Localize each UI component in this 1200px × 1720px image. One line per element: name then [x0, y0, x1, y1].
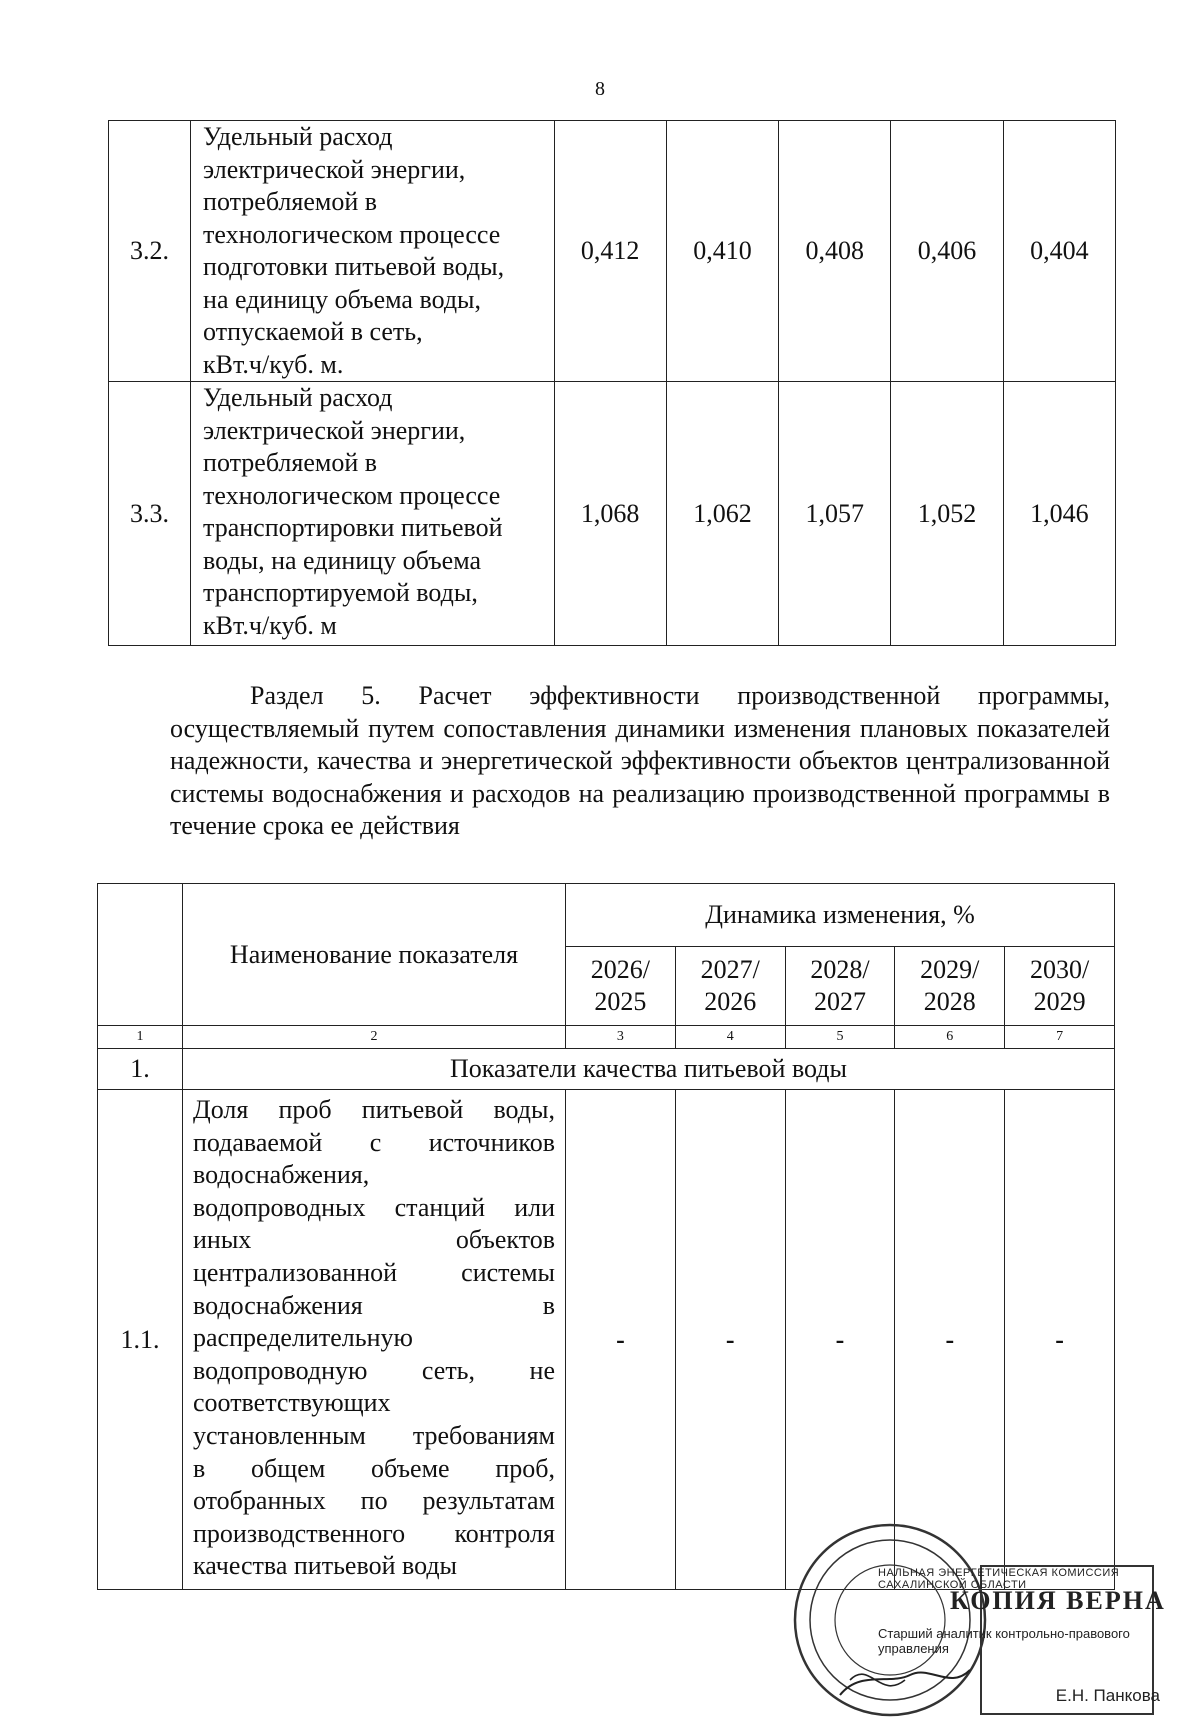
name-line: производственного контроля [193, 1518, 555, 1548]
name-line: технологическом процессе [203, 480, 501, 510]
stamp-copy-text: КОПИЯ ВЕРНА [950, 1586, 1166, 1615]
value-cell: 1,046 [1003, 382, 1115, 646]
year-bottom: 2028 [923, 987, 976, 1016]
section-5-heading: Раздел 5. Расчет эффективности производственной программы, осуществляемый путем сопоставления динамики изменения плановых показателей надежности, качества и энергетической эффективности объектов централизованной системы водоснабжения и расходов на реализацию производственной программы в течение срока ее действия [170, 681, 1110, 840]
value-cell: - [1005, 1090, 1115, 1590]
year-top: 2027/ [700, 955, 760, 984]
name-line: водоснабжения, [193, 1160, 370, 1190]
value-cell: - [566, 1090, 676, 1590]
value-cell: 0,410 [666, 121, 778, 382]
section-row [98, 1049, 1115, 1090]
name-line: качества питьевой воды [193, 1551, 458, 1581]
year-header [785, 947, 895, 1026]
year-header [566, 947, 676, 1026]
value-cell: 0,412 [554, 121, 666, 382]
name-line: отобранных по результатам [193, 1486, 555, 1516]
name-line: Удельный расход [203, 383, 393, 412]
name-line: на единицу объема воды, [203, 284, 482, 314]
column-index: 7 [1005, 1026, 1115, 1049]
name-line: распределительную [193, 1323, 413, 1353]
name-line: электрической энергии, [203, 154, 466, 184]
name-line: транспортировки питьевой [203, 513, 503, 542]
year-top: 2028/ [810, 955, 870, 984]
year-bottom: 2025 [594, 987, 647, 1016]
year-top: 2026/ [590, 955, 651, 984]
name-line: подаваемой с источников [193, 1127, 555, 1157]
name-line: кВт.ч/куб. м [203, 610, 337, 640]
column-index: 3 [566, 1026, 676, 1049]
name-line: потребляемой в [203, 187, 378, 216]
value-cell: - [785, 1090, 895, 1590]
name-line: технологическом процессе [203, 219, 501, 249]
value-cell: 1,057 [779, 382, 891, 646]
row-number: 1.1. [98, 1090, 183, 1590]
name-line: иных объектов [193, 1225, 555, 1255]
year-top: 2029/ [920, 955, 980, 984]
page-number: 8 [595, 78, 605, 100]
column-index: 5 [785, 1026, 895, 1049]
name-line: водоснабжения в [193, 1290, 555, 1320]
name-line: соответствующих [193, 1388, 391, 1418]
stamp-position: Старший аналитик контрольно-правового управления [878, 1626, 1130, 1656]
name-line: отпускаемой в сеть, [203, 317, 423, 346]
value-cell: 1,068 [554, 382, 666, 646]
section-number: 1. [98, 1049, 183, 1090]
value-cell: 1,052 [891, 382, 1003, 646]
name-line: Удельный расход [203, 122, 393, 151]
name-line: подготовки питьевой воды, [203, 252, 505, 281]
value-cell: 1,062 [666, 382, 778, 646]
year-bottom: 2027 [813, 987, 866, 1016]
name-line: установленным требованиям [193, 1420, 555, 1450]
column-index: 1 [98, 1026, 183, 1049]
value-cell: 0,406 [891, 121, 1003, 382]
year-top: 2030/ [1029, 955, 1090, 984]
stamp-person-name: Е.Н. Панкова [1055, 1686, 1160, 1705]
row-number: 3.2. [109, 121, 191, 382]
column-index: 6 [895, 1026, 1005, 1049]
table-row [109, 121, 1116, 382]
indicator-name [191, 121, 554, 382]
indicators-table-continued [108, 120, 1116, 646]
year-header [1005, 947, 1115, 1026]
header-empty-cell [98, 884, 183, 1026]
value-cell: 0,408 [779, 121, 891, 382]
value-cell: 0,404 [1003, 121, 1115, 382]
name-line: в общем объеме проб, [193, 1453, 555, 1483]
name-line: потребляемой в [203, 448, 378, 477]
name-line: электрической энергии, [203, 415, 466, 445]
year-bottom: 2026 [704, 987, 757, 1016]
year-bottom: 2029 [1033, 987, 1086, 1016]
indicator-name [191, 382, 554, 646]
column-index: 2 [183, 1026, 566, 1049]
header-indicator-name: Наименование показателя [183, 884, 566, 1026]
name-line: водопроводную сеть, не [193, 1355, 555, 1385]
name-line: Доля проб питьевой воды, [193, 1095, 555, 1124]
name-line: кВт.ч/куб. м. [203, 349, 344, 379]
name-line: водопроводных станций или [193, 1192, 555, 1222]
column-index: 4 [675, 1026, 785, 1049]
stamp-organization: НАЛЬНАЯ ЭНЕРГЕТИЧЕСКАЯ КОМИССИЯ САХАЛИНСКОЙ ОБЛАСТИ [878, 1567, 1120, 1591]
value-cell: - [895, 1090, 1005, 1590]
table-row [109, 382, 1116, 646]
value-cell: - [675, 1090, 785, 1590]
name-line: воды, на единицу объема [203, 545, 482, 575]
name-line: транспортируемой воды, [203, 578, 478, 607]
year-header [895, 947, 1005, 1026]
name-line: централизованной системы [193, 1257, 555, 1287]
header-row [98, 884, 1115, 947]
header-dynamics: Динамика изменения, % [566, 884, 1115, 947]
year-header [675, 947, 785, 1026]
indicator-name [183, 1090, 566, 1590]
section-title: Показатели качества питьевой воды [183, 1049, 1115, 1090]
row-number: 3.3. [109, 382, 191, 646]
efficiency-table [97, 883, 1115, 1590]
column-index-row [98, 1026, 1115, 1049]
